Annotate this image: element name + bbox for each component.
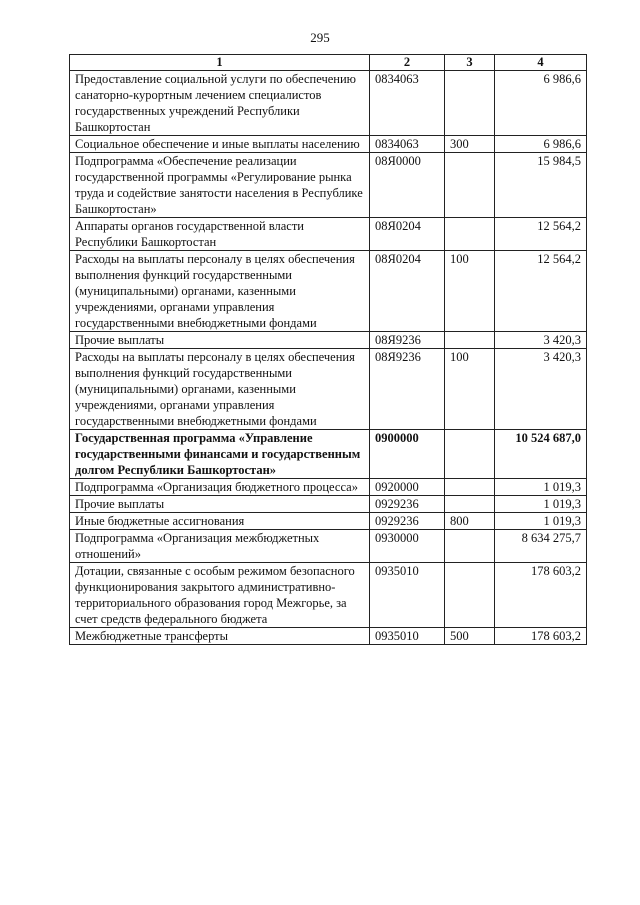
row-expense-type <box>445 332 495 349</box>
row-code: 0935010 <box>370 563 445 628</box>
header-col-2: 2 <box>370 55 445 71</box>
row-name: Подпрограмма «Организация межбюджетных отношений» <box>70 530 370 563</box>
header-col-4: 4 <box>495 55 587 71</box>
row-amount: 178 603,2 <box>495 563 587 628</box>
row-expense-type: 500 <box>445 628 495 645</box>
row-name: Прочие выплаты <box>70 332 370 349</box>
row-amount: 12 564,2 <box>495 251 587 332</box>
row-expense-type: 300 <box>445 136 495 153</box>
row-amount: 8 634 275,7 <box>495 530 587 563</box>
row-expense-type <box>445 430 495 479</box>
row-expense-type: 800 <box>445 513 495 530</box>
row-expense-type <box>445 563 495 628</box>
row-name: Предоставление социальной услуги по обеспечению санаторно-курортным лечением специалистов государственных учреждений Республики Башкортостан <box>70 71 370 136</box>
row-code: 0900000 <box>370 430 445 479</box>
table-row <box>70 349 587 430</box>
row-amount: 15 984,5 <box>495 153 587 218</box>
table-row <box>70 496 587 513</box>
table-row <box>70 332 587 349</box>
row-amount: 3 420,3 <box>495 332 587 349</box>
row-name: Иные бюджетные ассигнования <box>70 513 370 530</box>
row-code: 0920000 <box>370 479 445 496</box>
table-row <box>70 251 587 332</box>
row-name: Социальное обеспечение и иные выплаты населению <box>70 136 370 153</box>
row-name: Межбюджетные трансферты <box>70 628 370 645</box>
table-row <box>70 136 587 153</box>
row-name: Подпрограмма «Организация бюджетного процесса» <box>70 479 370 496</box>
row-name: Аппараты органов государственной власти Республики Башкортостан <box>70 218 370 251</box>
row-code: 08Я9236 <box>370 332 445 349</box>
table-row <box>70 430 587 479</box>
row-name: Прочие выплаты <box>70 496 370 513</box>
row-name: Дотации, связанные с особым режимом безопасного функционирования закрытого административно-территориального образования город Межгорье, за счет средств федерального бюджета <box>70 563 370 628</box>
row-code: 0834063 <box>370 71 445 136</box>
table-row <box>70 71 587 136</box>
row-amount: 10 524 687,0 <box>495 430 587 479</box>
row-code: 0834063 <box>370 136 445 153</box>
row-amount: 1 019,3 <box>495 479 587 496</box>
row-expense-type <box>445 153 495 218</box>
row-expense-type <box>445 218 495 251</box>
budget-table <box>69 54 587 645</box>
table-row <box>70 628 587 645</box>
row-amount: 1 019,3 <box>495 513 587 530</box>
table-row <box>70 479 587 496</box>
row-amount: 6 986,6 <box>495 71 587 136</box>
row-code: 0929236 <box>370 496 445 513</box>
row-name: Государственная программа «Управление государственными финансами и государственным долгом Республики Башкортостан» <box>70 430 370 479</box>
row-code: 08Я0000 <box>370 153 445 218</box>
row-expense-type <box>445 71 495 136</box>
row-name: Подпрограмма «Обеспечение реализации государственной программы «Регулирование рынка труда и содействие занятости населения в Республике Башкортостан» <box>70 153 370 218</box>
row-expense-type: 100 <box>445 349 495 430</box>
table-row <box>70 218 587 251</box>
page-number: 295 <box>310 30 330 45</box>
row-code: 08Я0204 <box>370 218 445 251</box>
row-amount: 6 986,6 <box>495 136 587 153</box>
row-expense-type <box>445 530 495 563</box>
row-amount: 12 564,2 <box>495 218 587 251</box>
row-expense-type: 100 <box>445 251 495 332</box>
row-amount: 1 019,3 <box>495 496 587 513</box>
row-name: Расходы на выплаты персоналу в целях обеспечения выполнения функций государственными (муниципальными) органами, казенными учреждениями, органами управления государственными внебюджетными фондами <box>70 349 370 430</box>
row-amount: 178 603,2 <box>495 628 587 645</box>
row-code: 0930000 <box>370 530 445 563</box>
row-code: 08Я0204 <box>370 251 445 332</box>
row-code: 08Я9236 <box>370 349 445 430</box>
header-col-1: 1 <box>70 55 370 71</box>
table-header-row <box>70 55 587 71</box>
table-row <box>70 563 587 628</box>
row-name: Расходы на выплаты персоналу в целях обеспечения выполнения функций государственными (муниципальными) органами, казенными учреждениями, органами управления государственными внебюджетными фондами <box>70 251 370 332</box>
table-row <box>70 530 587 563</box>
row-expense-type <box>445 496 495 513</box>
row-amount: 3 420,3 <box>495 349 587 430</box>
row-code: 0929236 <box>370 513 445 530</box>
row-code: 0935010 <box>370 628 445 645</box>
header-col-3: 3 <box>445 55 495 71</box>
row-expense-type <box>445 479 495 496</box>
table-row <box>70 513 587 530</box>
table-row <box>70 153 587 218</box>
